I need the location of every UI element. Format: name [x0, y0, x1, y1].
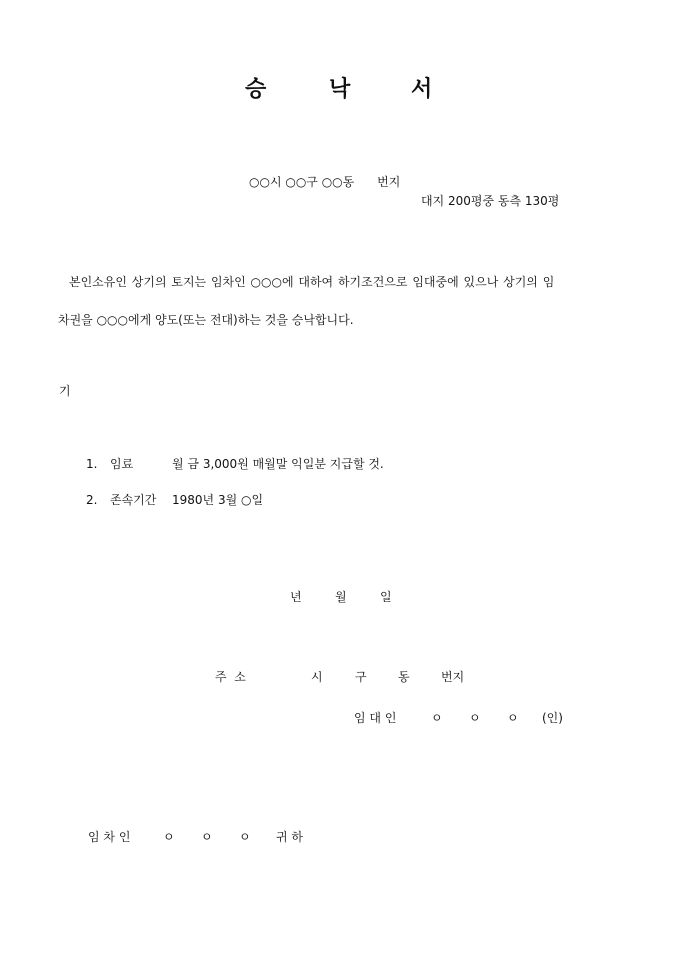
address-city: 시	[311, 670, 323, 684]
address-label: 주 소	[215, 670, 246, 684]
address-district: 구	[355, 670, 367, 684]
address-beonji: 번지	[441, 670, 465, 684]
title-char-2: 낙	[329, 77, 351, 102]
lessor-mark-2: ㅇ	[469, 711, 481, 725]
body-line-2: 차권을 ○○○에게 양도(또는 전대)하는 것을 승낙합니다.	[58, 313, 354, 327]
item-2-number: 2.	[86, 493, 98, 507]
lessor-mark-1: ㅇ	[431, 711, 443, 725]
title-char-3: 서	[411, 77, 433, 102]
date-year: 년	[290, 590, 302, 604]
honorific: 귀 하	[276, 830, 303, 844]
lessee-label: 임 차 인	[88, 830, 131, 844]
item-1-label: 임료	[110, 457, 134, 471]
date-day: 일	[380, 590, 392, 604]
item-2-text: 1980년 3월 ○일	[172, 493, 264, 507]
item-2-label: 존속기간	[110, 493, 157, 507]
lessee-mark-2: ㅇ	[201, 830, 213, 844]
seal-text: (인)	[542, 711, 563, 725]
property-address: ○○시 ○○구 ○○동 번지	[249, 175, 401, 189]
lessor-label: 임 대 인	[354, 711, 397, 725]
item-1-number: 1.	[86, 457, 98, 471]
body-line-1: 본인소유인 상기의 토지는 임차인 ○○○에 대하여 하기조건으로 임대중에 있으나 상기의 임	[69, 275, 555, 289]
address-dong: 동	[398, 670, 410, 684]
lessee-mark-1: ㅇ	[163, 830, 175, 844]
lessor-mark-3: ㅇ	[507, 711, 519, 725]
item-1-text: 월 금 3,000원 매월말 익일분 지급할 것.	[172, 457, 384, 471]
title-char-1: 승	[245, 77, 267, 102]
land-description: 대지 200평중 동측 130평	[421, 194, 560, 208]
date-month: 월	[335, 590, 347, 604]
gi-heading: 기	[59, 384, 71, 398]
lessee-mark-3: ㅇ	[239, 830, 251, 844]
